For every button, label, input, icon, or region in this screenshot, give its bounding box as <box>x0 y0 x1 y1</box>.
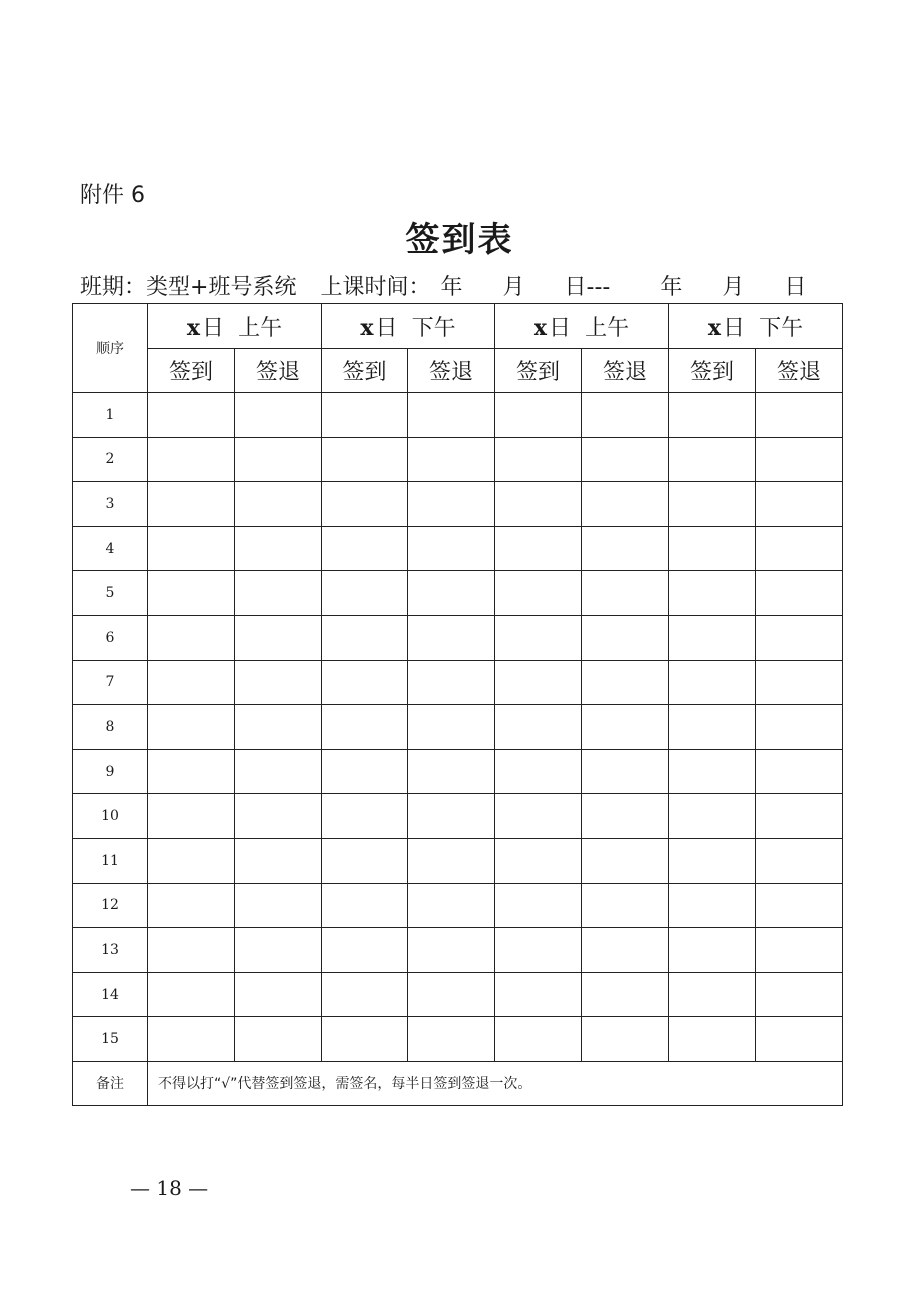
sign-in-cell[interactable] <box>322 615 408 660</box>
sign-out-header: 签退 <box>756 349 843 393</box>
table-row <box>73 1017 843 1062</box>
sign-in-cell[interactable] <box>322 749 408 794</box>
slot-day-unit: 日 <box>375 315 398 341</box>
sign-in-cell[interactable] <box>495 705 582 750</box>
sign-out-cell[interactable] <box>408 794 495 839</box>
sign-out-header: 签退 <box>582 349 669 393</box>
day-start: 日--- <box>564 275 611 300</box>
table-row <box>73 615 843 660</box>
sign-out-cell[interactable] <box>235 482 322 527</box>
sign-out-cell[interactable] <box>582 571 669 616</box>
sign-out-cell[interactable] <box>756 393 843 438</box>
sign-out-cell[interactable] <box>582 883 669 928</box>
order-header: 顺序 <box>73 304 148 393</box>
table-row <box>73 794 843 839</box>
sign-out-cell[interactable] <box>408 749 495 794</box>
sign-out-cell[interactable] <box>756 437 843 482</box>
slot-day: x <box>360 314 374 341</box>
sign-out-cell[interactable] <box>756 615 843 660</box>
sign-out-cell[interactable] <box>408 437 495 482</box>
sign-out-cell[interactable] <box>582 526 669 571</box>
sign-out-cell[interactable] <box>235 615 322 660</box>
sign-in-cell[interactable] <box>669 393 756 438</box>
sign-in-cell[interactable] <box>495 972 582 1017</box>
header-row-slots <box>73 304 843 349</box>
sign-out-cell[interactable] <box>756 705 843 750</box>
sign-out-cell[interactable] <box>408 838 495 883</box>
sign-out-cell[interactable] <box>582 972 669 1017</box>
sign-in-header: 签到 <box>669 349 756 393</box>
sign-in-cell[interactable] <box>148 705 235 750</box>
sign-out-cell[interactable] <box>582 437 669 482</box>
sign-in-cell[interactable] <box>322 972 408 1017</box>
sign-out-cell[interactable] <box>756 972 843 1017</box>
sign-in-cell[interactable] <box>322 526 408 571</box>
sign-in-cell[interactable] <box>495 615 582 660</box>
sign-in-cell[interactable] <box>495 1017 582 1062</box>
row-number: 6 <box>73 615 148 660</box>
slot-day-unit: 日 <box>549 315 572 341</box>
sign-in-cell[interactable] <box>495 883 582 928</box>
note-label: 备注 <box>73 1061 148 1105</box>
month-start: 月 <box>502 275 525 300</box>
sign-out-header: 签退 <box>235 349 322 393</box>
row-number: 8 <box>73 705 148 750</box>
sign-in-cell[interactable] <box>148 571 235 616</box>
header-row-actions <box>73 349 843 393</box>
sign-out-cell[interactable] <box>408 972 495 1017</box>
day-end: 日 <box>784 275 807 300</box>
sign-out-cell[interactable] <box>582 794 669 839</box>
table-row <box>73 883 843 928</box>
slot-day: x <box>707 314 722 341</box>
sign-in-cell[interactable] <box>669 972 756 1017</box>
class-label: 班期： <box>80 275 147 300</box>
sign-out-cell[interactable] <box>408 928 495 973</box>
row-number: 14 <box>73 972 148 1017</box>
sign-out-cell[interactable] <box>235 794 322 839</box>
sign-in-cell[interactable] <box>322 1017 408 1062</box>
table-row <box>73 571 843 616</box>
sign-in-cell[interactable] <box>669 883 756 928</box>
sign-in-cell[interactable] <box>148 1017 235 1062</box>
time-label: 上课时间： <box>320 275 431 300</box>
sign-in-header: 签到 <box>495 349 582 393</box>
slot-period: 上午 <box>585 315 630 341</box>
table-row <box>73 972 843 1017</box>
slot-day-unit: 日 <box>202 315 225 341</box>
row-number: 7 <box>73 660 148 705</box>
sign-out-cell[interactable] <box>408 482 495 527</box>
sign-out-cell[interactable] <box>408 526 495 571</box>
sign-out-cell[interactable] <box>408 660 495 705</box>
table-row <box>73 928 843 973</box>
table-row <box>73 482 843 527</box>
slot-day: x <box>186 314 201 341</box>
table-row <box>73 705 843 750</box>
sign-in-cell[interactable] <box>148 660 235 705</box>
sign-out-cell[interactable] <box>756 571 843 616</box>
sign-in-cell[interactable] <box>669 749 756 794</box>
sign-in-cell[interactable] <box>322 883 408 928</box>
sign-out-cell[interactable] <box>582 749 669 794</box>
sign-in-table <box>72 303 843 1106</box>
row-number: 9 <box>73 749 148 794</box>
page-number: — 18 — <box>130 1176 209 1200</box>
sign-in-cell[interactable] <box>148 928 235 973</box>
sign-out-cell[interactable] <box>408 1017 495 1062</box>
row-number: 11 <box>73 838 148 883</box>
sign-out-cell[interactable] <box>235 1017 322 1062</box>
table-row <box>73 437 843 482</box>
sign-out-cell[interactable] <box>235 883 322 928</box>
sign-out-cell[interactable] <box>235 838 322 883</box>
sign-out-cell[interactable] <box>582 660 669 705</box>
row-number: 13 <box>73 928 148 973</box>
sign-out-cell[interactable] <box>756 660 843 705</box>
sign-out-cell[interactable] <box>235 393 322 438</box>
sign-in-cell[interactable] <box>322 838 408 883</box>
sign-in-cell[interactable] <box>495 482 582 527</box>
sign-out-cell[interactable] <box>408 615 495 660</box>
sign-in-cell[interactable] <box>669 838 756 883</box>
sign-in-cell[interactable] <box>669 660 756 705</box>
sign-out-cell[interactable] <box>582 482 669 527</box>
sign-in-cell[interactable] <box>148 749 235 794</box>
sign-in-cell[interactable] <box>669 705 756 750</box>
sign-in-cell[interactable] <box>322 705 408 750</box>
note-text: 不得以打“√”代替签到签退，需签名，每半日签到签退一次。 <box>148 1061 843 1105</box>
sign-in-cell[interactable] <box>148 615 235 660</box>
sign-in-cell[interactable] <box>322 660 408 705</box>
slot-period: 上午 <box>238 315 283 341</box>
note-row <box>73 1061 843 1105</box>
sign-out-cell[interactable] <box>408 883 495 928</box>
sign-out-cell[interactable] <box>235 749 322 794</box>
row-number: 10 <box>73 794 148 839</box>
sign-out-cell[interactable] <box>235 705 322 750</box>
row-number: 12 <box>73 883 148 928</box>
sign-in-cell[interactable] <box>322 794 408 839</box>
sign-in-cell[interactable] <box>495 571 582 616</box>
sign-in-cell[interactable] <box>495 437 582 482</box>
slot-period: 下午 <box>759 315 804 341</box>
sign-out-cell[interactable] <box>235 660 322 705</box>
attachment-label: 附件 6 <box>80 183 145 208</box>
sign-in-cell[interactable] <box>495 526 582 571</box>
sign-out-cell[interactable] <box>408 393 495 438</box>
class-value: 类型+班号系统 <box>146 275 297 300</box>
slot-header-4 <box>669 304 843 349</box>
sign-in-cell[interactable] <box>495 660 582 705</box>
sign-in-cell[interactable] <box>495 928 582 973</box>
sign-in-cell[interactable] <box>495 749 582 794</box>
sign-out-cell[interactable] <box>582 838 669 883</box>
sign-out-cell[interactable] <box>756 883 843 928</box>
slot-header-1 <box>148 304 322 349</box>
table-row <box>73 526 843 571</box>
sign-in-cell[interactable] <box>322 482 408 527</box>
sign-out-header: 签退 <box>408 349 495 393</box>
sign-in-cell[interactable] <box>495 393 582 438</box>
sign-in-cell[interactable] <box>669 482 756 527</box>
sign-in-cell[interactable] <box>669 571 756 616</box>
sign-in-cell[interactable] <box>669 437 756 482</box>
sign-out-cell[interactable] <box>235 972 322 1017</box>
sign-in-cell[interactable] <box>148 437 235 482</box>
sign-in-cell[interactable] <box>495 794 582 839</box>
sign-in-cell[interactable] <box>148 794 235 839</box>
sign-out-cell[interactable] <box>235 571 322 616</box>
sign-in-cell[interactable] <box>148 526 235 571</box>
table-row <box>73 749 843 794</box>
slot-header-3 <box>495 304 669 349</box>
sign-out-cell[interactable] <box>756 838 843 883</box>
row-number: 15 <box>73 1017 148 1062</box>
sign-in-cell[interactable] <box>669 615 756 660</box>
table-body <box>73 393 843 1062</box>
row-number: 2 <box>73 437 148 482</box>
row-number: 4 <box>73 526 148 571</box>
sign-in-cell[interactable] <box>322 928 408 973</box>
sign-in-cell[interactable] <box>669 794 756 839</box>
sign-out-cell[interactable] <box>408 705 495 750</box>
sign-out-cell[interactable] <box>582 705 669 750</box>
sign-in-cell[interactable] <box>322 393 408 438</box>
sign-out-cell[interactable] <box>408 571 495 616</box>
sign-in-cell[interactable] <box>148 838 235 883</box>
sign-out-cell[interactable] <box>235 526 322 571</box>
slot-header-2 <box>322 304 495 349</box>
sign-in-header: 签到 <box>148 349 235 393</box>
table-row <box>73 393 843 438</box>
sign-in-cell[interactable] <box>495 838 582 883</box>
sign-out-cell[interactable] <box>756 928 843 973</box>
sign-in-cell[interactable] <box>669 928 756 973</box>
sign-out-cell[interactable] <box>582 615 669 660</box>
sign-out-cell[interactable] <box>582 393 669 438</box>
sign-out-cell[interactable] <box>756 482 843 527</box>
sign-out-cell[interactable] <box>756 1017 843 1062</box>
table-row <box>73 838 843 883</box>
page-title: 签到表 <box>405 220 514 260</box>
sign-in-cell[interactable] <box>322 437 408 482</box>
sign-out-cell[interactable] <box>756 749 843 794</box>
sign-out-cell[interactable] <box>235 437 322 482</box>
sign-in-cell[interactable] <box>148 482 235 527</box>
sign-out-cell[interactable] <box>756 526 843 571</box>
year-start: 年 <box>440 275 463 300</box>
sign-in-cell[interactable] <box>322 571 408 616</box>
slot-day: x <box>533 314 548 341</box>
year-end: 年 <box>660 275 683 300</box>
sign-in-cell[interactable] <box>148 972 235 1017</box>
sign-out-cell[interactable] <box>582 1017 669 1062</box>
sign-out-cell[interactable] <box>235 928 322 973</box>
row-number: 5 <box>73 571 148 616</box>
sign-in-cell[interactable] <box>148 883 235 928</box>
row-number: 3 <box>73 482 148 527</box>
sign-in-cell[interactable] <box>669 1017 756 1062</box>
sign-out-cell[interactable] <box>756 794 843 839</box>
sign-in-cell[interactable] <box>148 393 235 438</box>
table-row <box>73 660 843 705</box>
sign-in-header: 签到 <box>322 349 408 393</box>
row-number: 1 <box>73 393 148 438</box>
class-info-line <box>80 270 840 301</box>
slot-day-unit: 日 <box>723 315 746 341</box>
sign-in-cell[interactable] <box>669 526 756 571</box>
month-end: 月 <box>722 275 745 300</box>
sign-out-cell[interactable] <box>582 928 669 973</box>
slot-period: 下午 <box>411 315 456 341</box>
